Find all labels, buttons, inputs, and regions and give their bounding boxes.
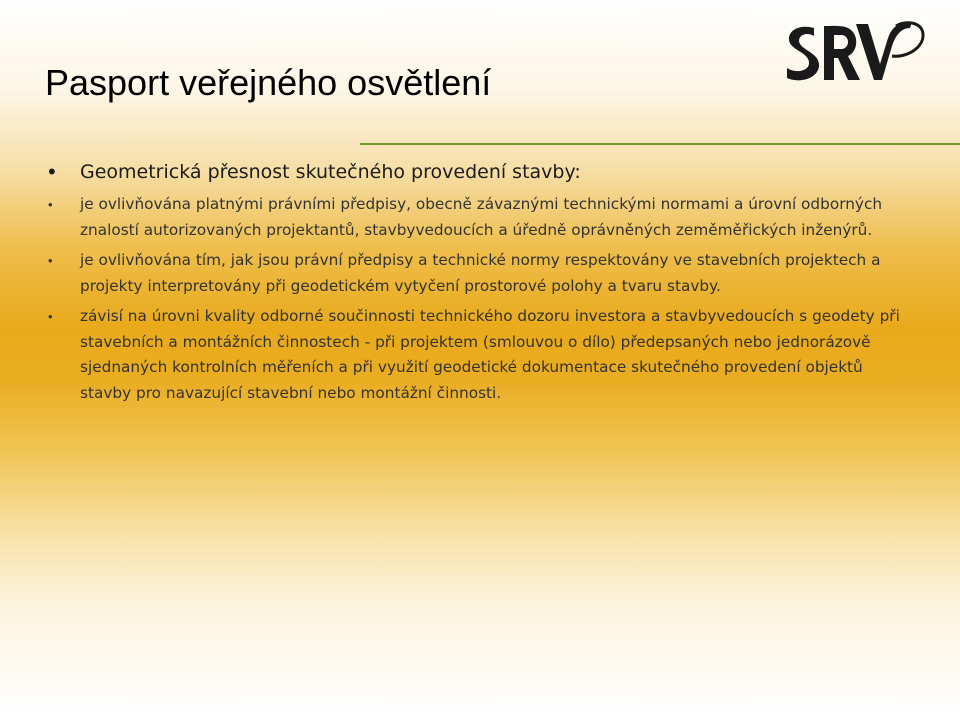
bullet-heading — [48, 156, 908, 188]
bullet-item — [48, 248, 908, 299]
bullet-dot: • — [48, 197, 53, 212]
slide-title: Pasport veřejného osvětlení — [45, 62, 492, 103]
bullet-dot: • — [48, 309, 53, 324]
srv-logo — [784, 18, 926, 96]
bullet-dot: • — [48, 159, 56, 184]
bullet-text: je ovlivňována platnými právními předpisy, obecně závaznými technickými normami a úrovní odborných znalostí autorizovaných projektantů, stavbyvedoucích a úředně oprávněných zeměměřických inženýrů. — [80, 195, 883, 239]
bullet-item — [48, 192, 908, 243]
content-area — [48, 156, 908, 411]
bullet-text: je ovlivňována tím, jak jsou právní předpisy a technické normy respektovány ve stavebních projektech a projekty interpretovány při geodetickém vytyčení prostorové polohy a tvaru stavby. — [80, 251, 881, 295]
logo-letter-s — [787, 27, 819, 81]
logo-letter-v — [856, 22, 912, 80]
bullet-item — [48, 304, 908, 406]
bullet-text: závisí na úrovni kvality odborné součinnosti technického dozoru investora a stavbyvedoucích s geodety při stavebních a montážních činnostech - při projektem (smlouvou o dílo) předepsaných nebo jednorázově sjednaných kontrolních měřeních a při využití geodetické dokumentace skutečného provedení objektů stavby pro navazující stavební nebo montážní činnosti. — [80, 307, 900, 402]
title-divider — [360, 143, 960, 145]
bullet-dot: • — [48, 253, 53, 268]
logo-letter-r — [824, 26, 860, 80]
heading-text: Geometrická přesnost skutečného provedení stavby: — [80, 161, 581, 183]
